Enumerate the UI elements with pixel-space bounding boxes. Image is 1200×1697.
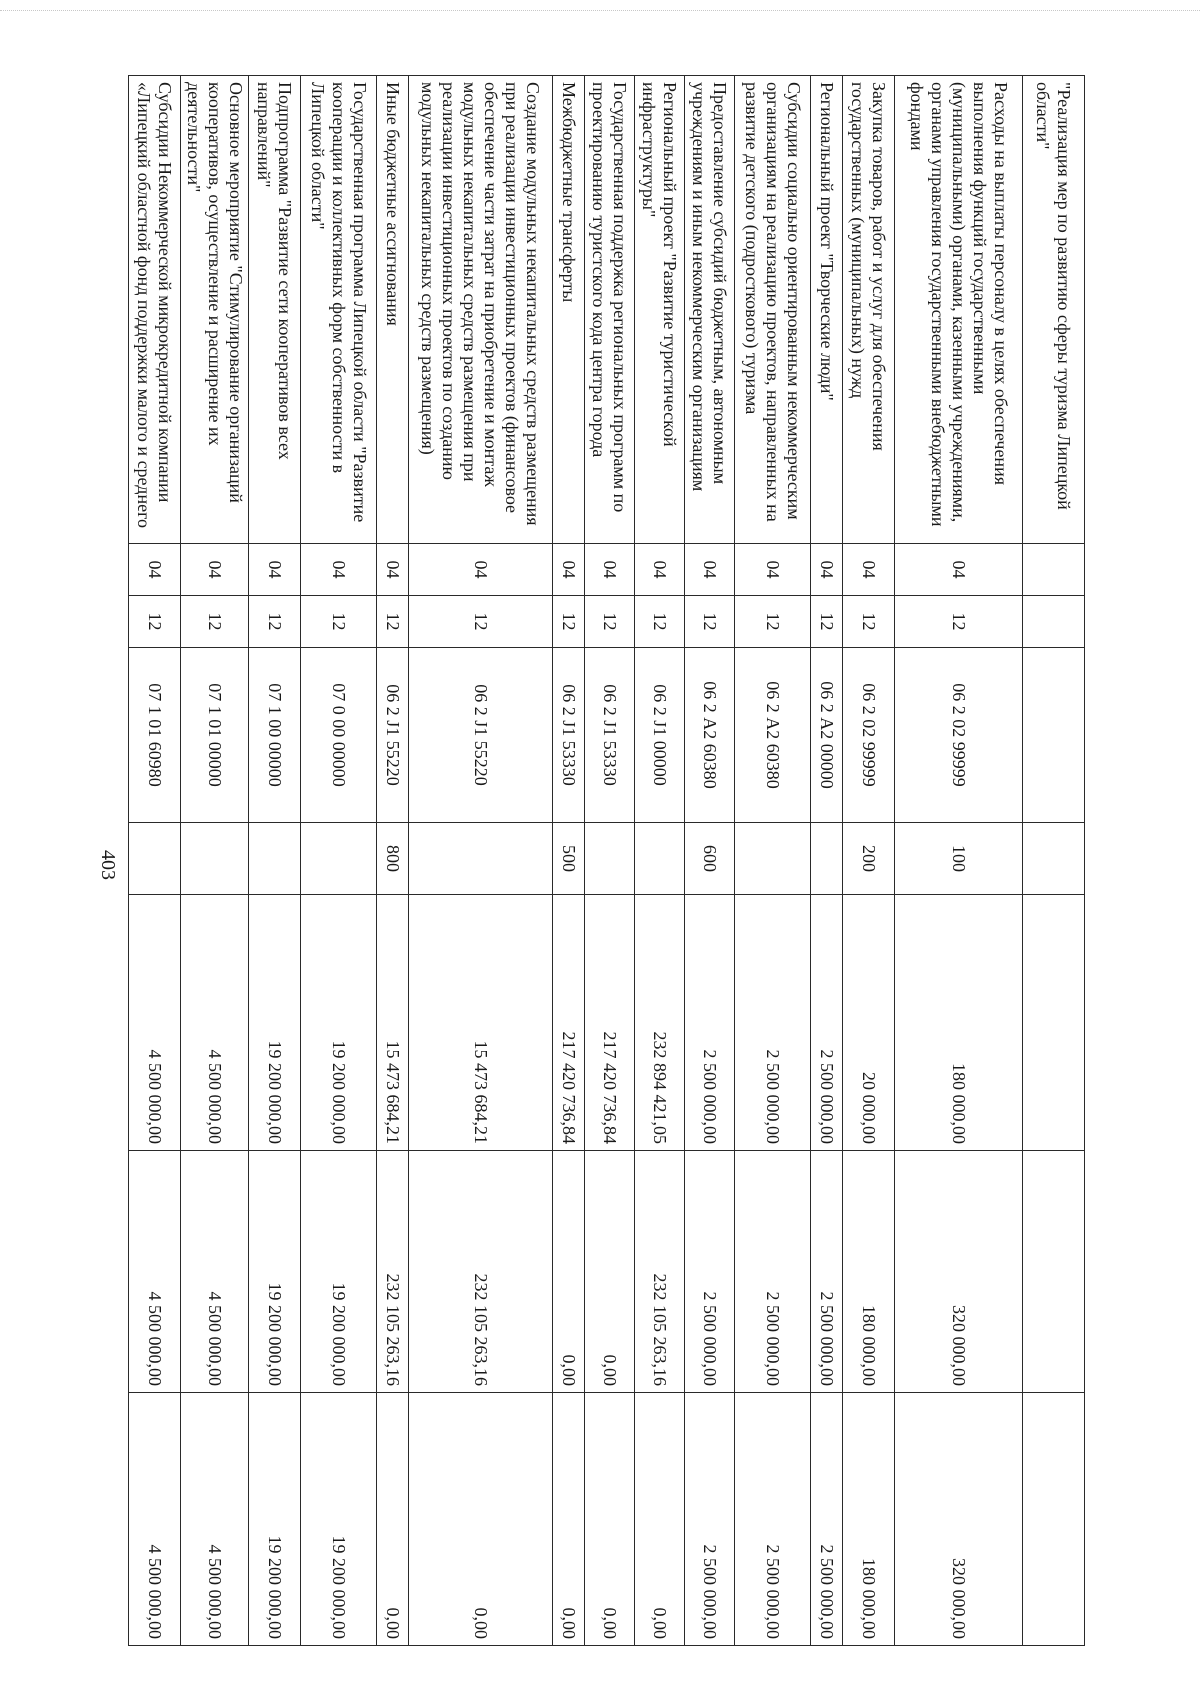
section-code: 04 bbox=[735, 544, 811, 596]
amount-col-1: 217 420 736,84 bbox=[585, 895, 635, 1151]
amount-col-1: 180 000,00 bbox=[895, 895, 1023, 1151]
section-code: 04 bbox=[301, 544, 377, 596]
subsection-code: 12 bbox=[249, 596, 301, 648]
budget-table bbox=[128, 75, 1085, 1646]
target-article-code: 06 2 J1 00000 bbox=[635, 648, 685, 823]
amount-col-2: 2 500 000,00 bbox=[811, 1151, 843, 1393]
amount-col-2: 0,00 bbox=[553, 1151, 585, 1393]
target-article-code: 06 2 J1 53330 bbox=[553, 648, 585, 823]
row-name: Субсидии Некоммерческой микрокредитной компании «Липецкий областной фонд поддержки малого и среднего bbox=[129, 76, 181, 544]
amount-col-3: 4 500 000,00 bbox=[181, 1393, 249, 1646]
subsection-code: 12 bbox=[585, 596, 635, 648]
amount-col-1: 232 894 421,05 bbox=[635, 895, 685, 1151]
expense-type-code: 600 bbox=[685, 823, 735, 895]
amount-col-3: 320 000,00 bbox=[895, 1393, 1023, 1646]
amount-col-1: 20 000,00 bbox=[843, 895, 895, 1151]
amount-col-1: 15 473 684,21 bbox=[409, 895, 553, 1151]
row-name: Иные бюджетные ассигнования bbox=[377, 76, 409, 544]
amount-col-2: 180 000,00 bbox=[843, 1151, 895, 1393]
section-code bbox=[1023, 544, 1085, 596]
amount-col-3: 0,00 bbox=[409, 1393, 553, 1646]
page-top-edge bbox=[0, 10, 1200, 12]
section-code: 04 bbox=[811, 544, 843, 596]
row-name: Государственная программа Липецкой области "Развитие кооперации и коллективных форм собственности в Липецкой области" bbox=[301, 76, 377, 544]
table-row bbox=[129, 76, 181, 1646]
subsection-code: 12 bbox=[129, 596, 181, 648]
budget-table-area bbox=[125, 75, 1085, 1645]
row-name: Предоставление субсидий бюджетным, автономным учреждениям и иным некоммерческим организациям bbox=[685, 76, 735, 544]
row-name: Подпрограмма "Развитие сети кооперативов всех направлений" bbox=[249, 76, 301, 544]
amount-col-2: 320 000,00 bbox=[895, 1151, 1023, 1393]
expense-type-code bbox=[181, 823, 249, 895]
section-code: 04 bbox=[685, 544, 735, 596]
amount-col-2: 232 105 263,16 bbox=[409, 1151, 553, 1393]
section-code: 04 bbox=[409, 544, 553, 596]
expense-type-code bbox=[1023, 823, 1085, 895]
expense-type-code: 200 bbox=[843, 823, 895, 895]
subsection-code: 12 bbox=[409, 596, 553, 648]
target-article-code: 06 2 А2 60380 bbox=[685, 648, 735, 823]
expense-type-code bbox=[735, 823, 811, 895]
section-code: 04 bbox=[249, 544, 301, 596]
amount-col-3: 2 500 000,00 bbox=[811, 1393, 843, 1646]
amount-col-3: 19 200 000,00 bbox=[249, 1393, 301, 1646]
subsection-code: 12 bbox=[635, 596, 685, 648]
row-name: Расходы на выплаты персоналу в целях обеспечения выполнения функций государственными (муниципальными) органами, казенными учреждениями, органами управления государственными внебюджетными фондами bbox=[895, 76, 1023, 544]
row-name: Межбюджетные трансферты bbox=[553, 76, 585, 544]
target-article-code: 06 2 02 99999 bbox=[843, 648, 895, 823]
expense-type-code: 100 bbox=[895, 823, 1023, 895]
table-row bbox=[585, 76, 635, 1646]
section-code: 04 bbox=[129, 544, 181, 596]
table-row bbox=[843, 76, 895, 1646]
section-code: 04 bbox=[181, 544, 249, 596]
section-code: 04 bbox=[377, 544, 409, 596]
table-row bbox=[685, 76, 735, 1646]
expense-type-code bbox=[635, 823, 685, 895]
expense-type-code bbox=[811, 823, 843, 895]
row-name: Региональный проект "Развитие туристической инфраструктуры" bbox=[635, 76, 685, 544]
subsection-code bbox=[1023, 596, 1085, 648]
table-row bbox=[635, 76, 685, 1646]
target-article-code: 07 1 01 00000 bbox=[181, 648, 249, 823]
section-code: 04 bbox=[843, 544, 895, 596]
amount-col-2: 232 105 263,16 bbox=[635, 1151, 685, 1393]
amount-col-3: 0,00 bbox=[585, 1393, 635, 1646]
target-article-code: 06 2 А2 00000 bbox=[811, 648, 843, 823]
target-article-code: 06 2 J1 53330 bbox=[585, 648, 635, 823]
expense-type-code bbox=[129, 823, 181, 895]
subsection-code: 12 bbox=[895, 596, 1023, 648]
section-code: 04 bbox=[895, 544, 1023, 596]
amount-col-3: 0,00 bbox=[635, 1393, 685, 1646]
subsection-code: 12 bbox=[735, 596, 811, 648]
amount-col-2: 232 105 263,16 bbox=[377, 1151, 409, 1393]
amount-col-1: 19 200 000,00 bbox=[249, 895, 301, 1151]
expense-type-code: 800 bbox=[377, 823, 409, 895]
table-row bbox=[409, 76, 553, 1646]
expense-type-code: 500 bbox=[553, 823, 585, 895]
target-article-code bbox=[1023, 648, 1085, 823]
amount-col-3: 2 500 000,00 bbox=[735, 1393, 811, 1646]
expense-type-code bbox=[301, 823, 377, 895]
row-name: Основное мероприятие "Стимулирование организаций кооперативов, осуществление и расширение их деятельности" bbox=[181, 76, 249, 544]
row-name: Создание модульных некапитальных средств размещения при реализации инвестиционных проектов (финансовое обеспечение части затрат на приобретение и монтаж модульных некапитальных средств размещения при реализации инвестиционных проектов по созданию модульных некапитальных средств размещения) bbox=[409, 76, 553, 544]
target-article-code: 07 0 00 00000 bbox=[301, 648, 377, 823]
subsection-code: 12 bbox=[301, 596, 377, 648]
budget-table-rotated bbox=[125, 75, 1085, 1645]
expense-type-code bbox=[585, 823, 635, 895]
amount-col-2: 0,00 bbox=[585, 1151, 635, 1393]
amount-col-2: 19 200 000,00 bbox=[301, 1151, 377, 1393]
table-row bbox=[377, 76, 409, 1646]
row-name: Государственная поддержка региональных программ по проектированию туристского кода центра города bbox=[585, 76, 635, 544]
subsection-code: 12 bbox=[685, 596, 735, 648]
row-name: "Реализация мер по развитию сферы туризма Липецкой области" bbox=[1023, 76, 1085, 544]
amount-col-3: 180 000,00 bbox=[843, 1393, 895, 1646]
table-row bbox=[553, 76, 585, 1646]
amount-col-1 bbox=[1023, 895, 1085, 1151]
subsection-code: 12 bbox=[377, 596, 409, 648]
expense-type-code bbox=[409, 823, 553, 895]
amount-col-2: 2 500 000,00 bbox=[735, 1151, 811, 1393]
amount-col-3: 2 500 000,00 bbox=[685, 1393, 735, 1646]
amount-col-1: 4 500 000,00 bbox=[181, 895, 249, 1151]
expense-type-code bbox=[249, 823, 301, 895]
amount-col-1: 2 500 000,00 bbox=[811, 895, 843, 1151]
amount-col-2: 4 500 000,00 bbox=[181, 1151, 249, 1393]
amount-col-2 bbox=[1023, 1151, 1085, 1393]
amount-col-1: 2 500 000,00 bbox=[735, 895, 811, 1151]
subsection-code: 12 bbox=[181, 596, 249, 648]
subsection-code: 12 bbox=[811, 596, 843, 648]
amount-col-1: 217 420 736,84 bbox=[553, 895, 585, 1151]
amount-col-3: 4 500 000,00 bbox=[129, 1393, 181, 1646]
table-row bbox=[735, 76, 811, 1646]
target-article-code: 07 1 01 60980 bbox=[129, 648, 181, 823]
amount-col-1: 2 500 000,00 bbox=[685, 895, 735, 1151]
amount-col-2: 2 500 000,00 bbox=[685, 1151, 735, 1393]
subsection-code: 12 bbox=[843, 596, 895, 648]
page-number: 403 bbox=[97, 850, 119, 880]
section-code: 04 bbox=[585, 544, 635, 596]
budget-table-body bbox=[129, 76, 1085, 1646]
table-row bbox=[249, 76, 301, 1646]
amount-col-1: 4 500 000,00 bbox=[129, 895, 181, 1151]
section-code: 04 bbox=[553, 544, 585, 596]
table-row bbox=[181, 76, 249, 1646]
amount-col-1: 19 200 000,00 bbox=[301, 895, 377, 1151]
row-name: Региональный проект "Творческие люди" bbox=[811, 76, 843, 544]
target-article-code: 06 2 А2 60380 bbox=[735, 648, 811, 823]
amount-col-2: 4 500 000,00 bbox=[129, 1151, 181, 1393]
section-code: 04 bbox=[635, 544, 685, 596]
amount-col-3: 19 200 000,00 bbox=[301, 1393, 377, 1646]
table-row bbox=[301, 76, 377, 1646]
target-article-code: 06 2 J1 55220 bbox=[409, 648, 553, 823]
table-row bbox=[895, 76, 1023, 1646]
table-row bbox=[811, 76, 843, 1646]
target-article-code: 07 1 00 00000 bbox=[249, 648, 301, 823]
table-row bbox=[1023, 76, 1085, 1646]
row-name: Закупка товаров, работ и услуг для обеспечения государственных (муниципальных) нужд bbox=[843, 76, 895, 544]
amount-col-2: 19 200 000,00 bbox=[249, 1151, 301, 1393]
amount-col-1: 15 473 684,21 bbox=[377, 895, 409, 1151]
row-name: Субсидии социально ориентированным некоммерческим организациям на реализацию проектов, направленных на развитие детского (подросткового) туризма bbox=[735, 76, 811, 544]
amount-col-3: 0,00 bbox=[553, 1393, 585, 1646]
target-article-code: 06 2 02 99999 bbox=[895, 648, 1023, 823]
amount-col-3 bbox=[1023, 1393, 1085, 1646]
amount-col-3: 0,00 bbox=[377, 1393, 409, 1646]
target-article-code: 06 2 J1 55220 bbox=[377, 648, 409, 823]
subsection-code: 12 bbox=[553, 596, 585, 648]
